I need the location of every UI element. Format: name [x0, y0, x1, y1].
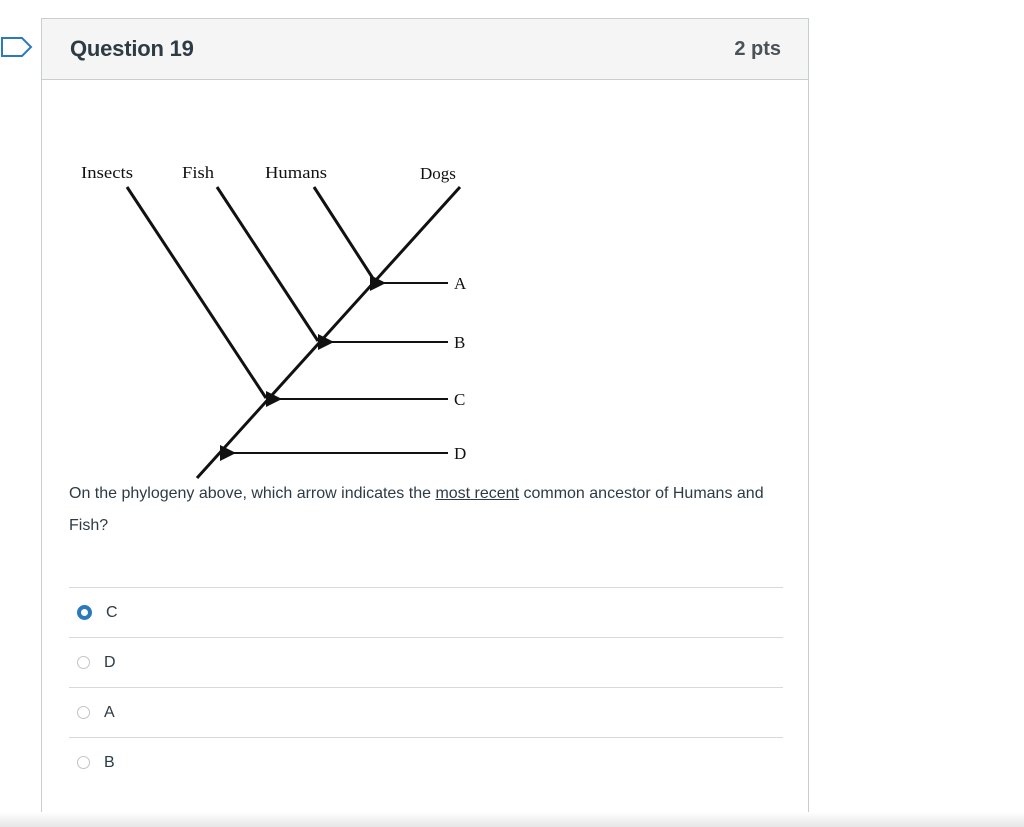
question-card	[41, 18, 809, 816]
answer-option-b[interactable]	[69, 737, 783, 787]
answer-option-c[interactable]	[69, 587, 783, 637]
radio-icon[interactable]	[77, 656, 90, 669]
answer-option-d[interactable]	[69, 637, 783, 687]
taxon-label-humans: Humans	[265, 163, 327, 182]
taxon-label-fish: Fish	[182, 163, 215, 182]
taxon-label-dogs: Dogs	[420, 164, 456, 183]
answer-label: C	[106, 603, 118, 621]
question-text	[69, 478, 789, 542]
answer-label: B	[104, 753, 115, 771]
page-bottom-shadow	[0, 812, 1024, 827]
main-branch	[197, 187, 460, 478]
radio-icon[interactable]	[77, 706, 90, 719]
answer-list	[69, 587, 783, 787]
branch-insects	[127, 187, 266, 398]
phylogeny-diagram	[62, 129, 482, 479]
question-text-part: common ancestor of Humans and Fish?	[69, 485, 764, 534]
question-header	[42, 19, 808, 80]
question-title: Question 19	[70, 36, 194, 61]
arrow-label-b: B	[454, 333, 466, 352]
branch-humans	[314, 187, 374, 280]
branch-fish	[217, 187, 318, 341]
radio-selected-icon[interactable]	[77, 605, 92, 620]
question-points: 2 pts	[734, 37, 781, 60]
bookmark-flag-icon[interactable]	[0, 36, 34, 58]
question-text-part: On the phylogeny above, which arrow indicates the	[69, 485, 436, 502]
answer-option-a[interactable]	[69, 687, 783, 737]
arrow-label-a: A	[454, 274, 467, 293]
question-text-emphasis: most recent	[435, 485, 520, 502]
answer-label: A	[104, 703, 115, 721]
answer-label: D	[104, 653, 116, 671]
arrow-label-c: C	[454, 390, 466, 409]
taxon-label-insects: Insects	[81, 163, 133, 182]
arrow-label-d: D	[454, 444, 467, 463]
radio-icon[interactable]	[77, 756, 90, 769]
